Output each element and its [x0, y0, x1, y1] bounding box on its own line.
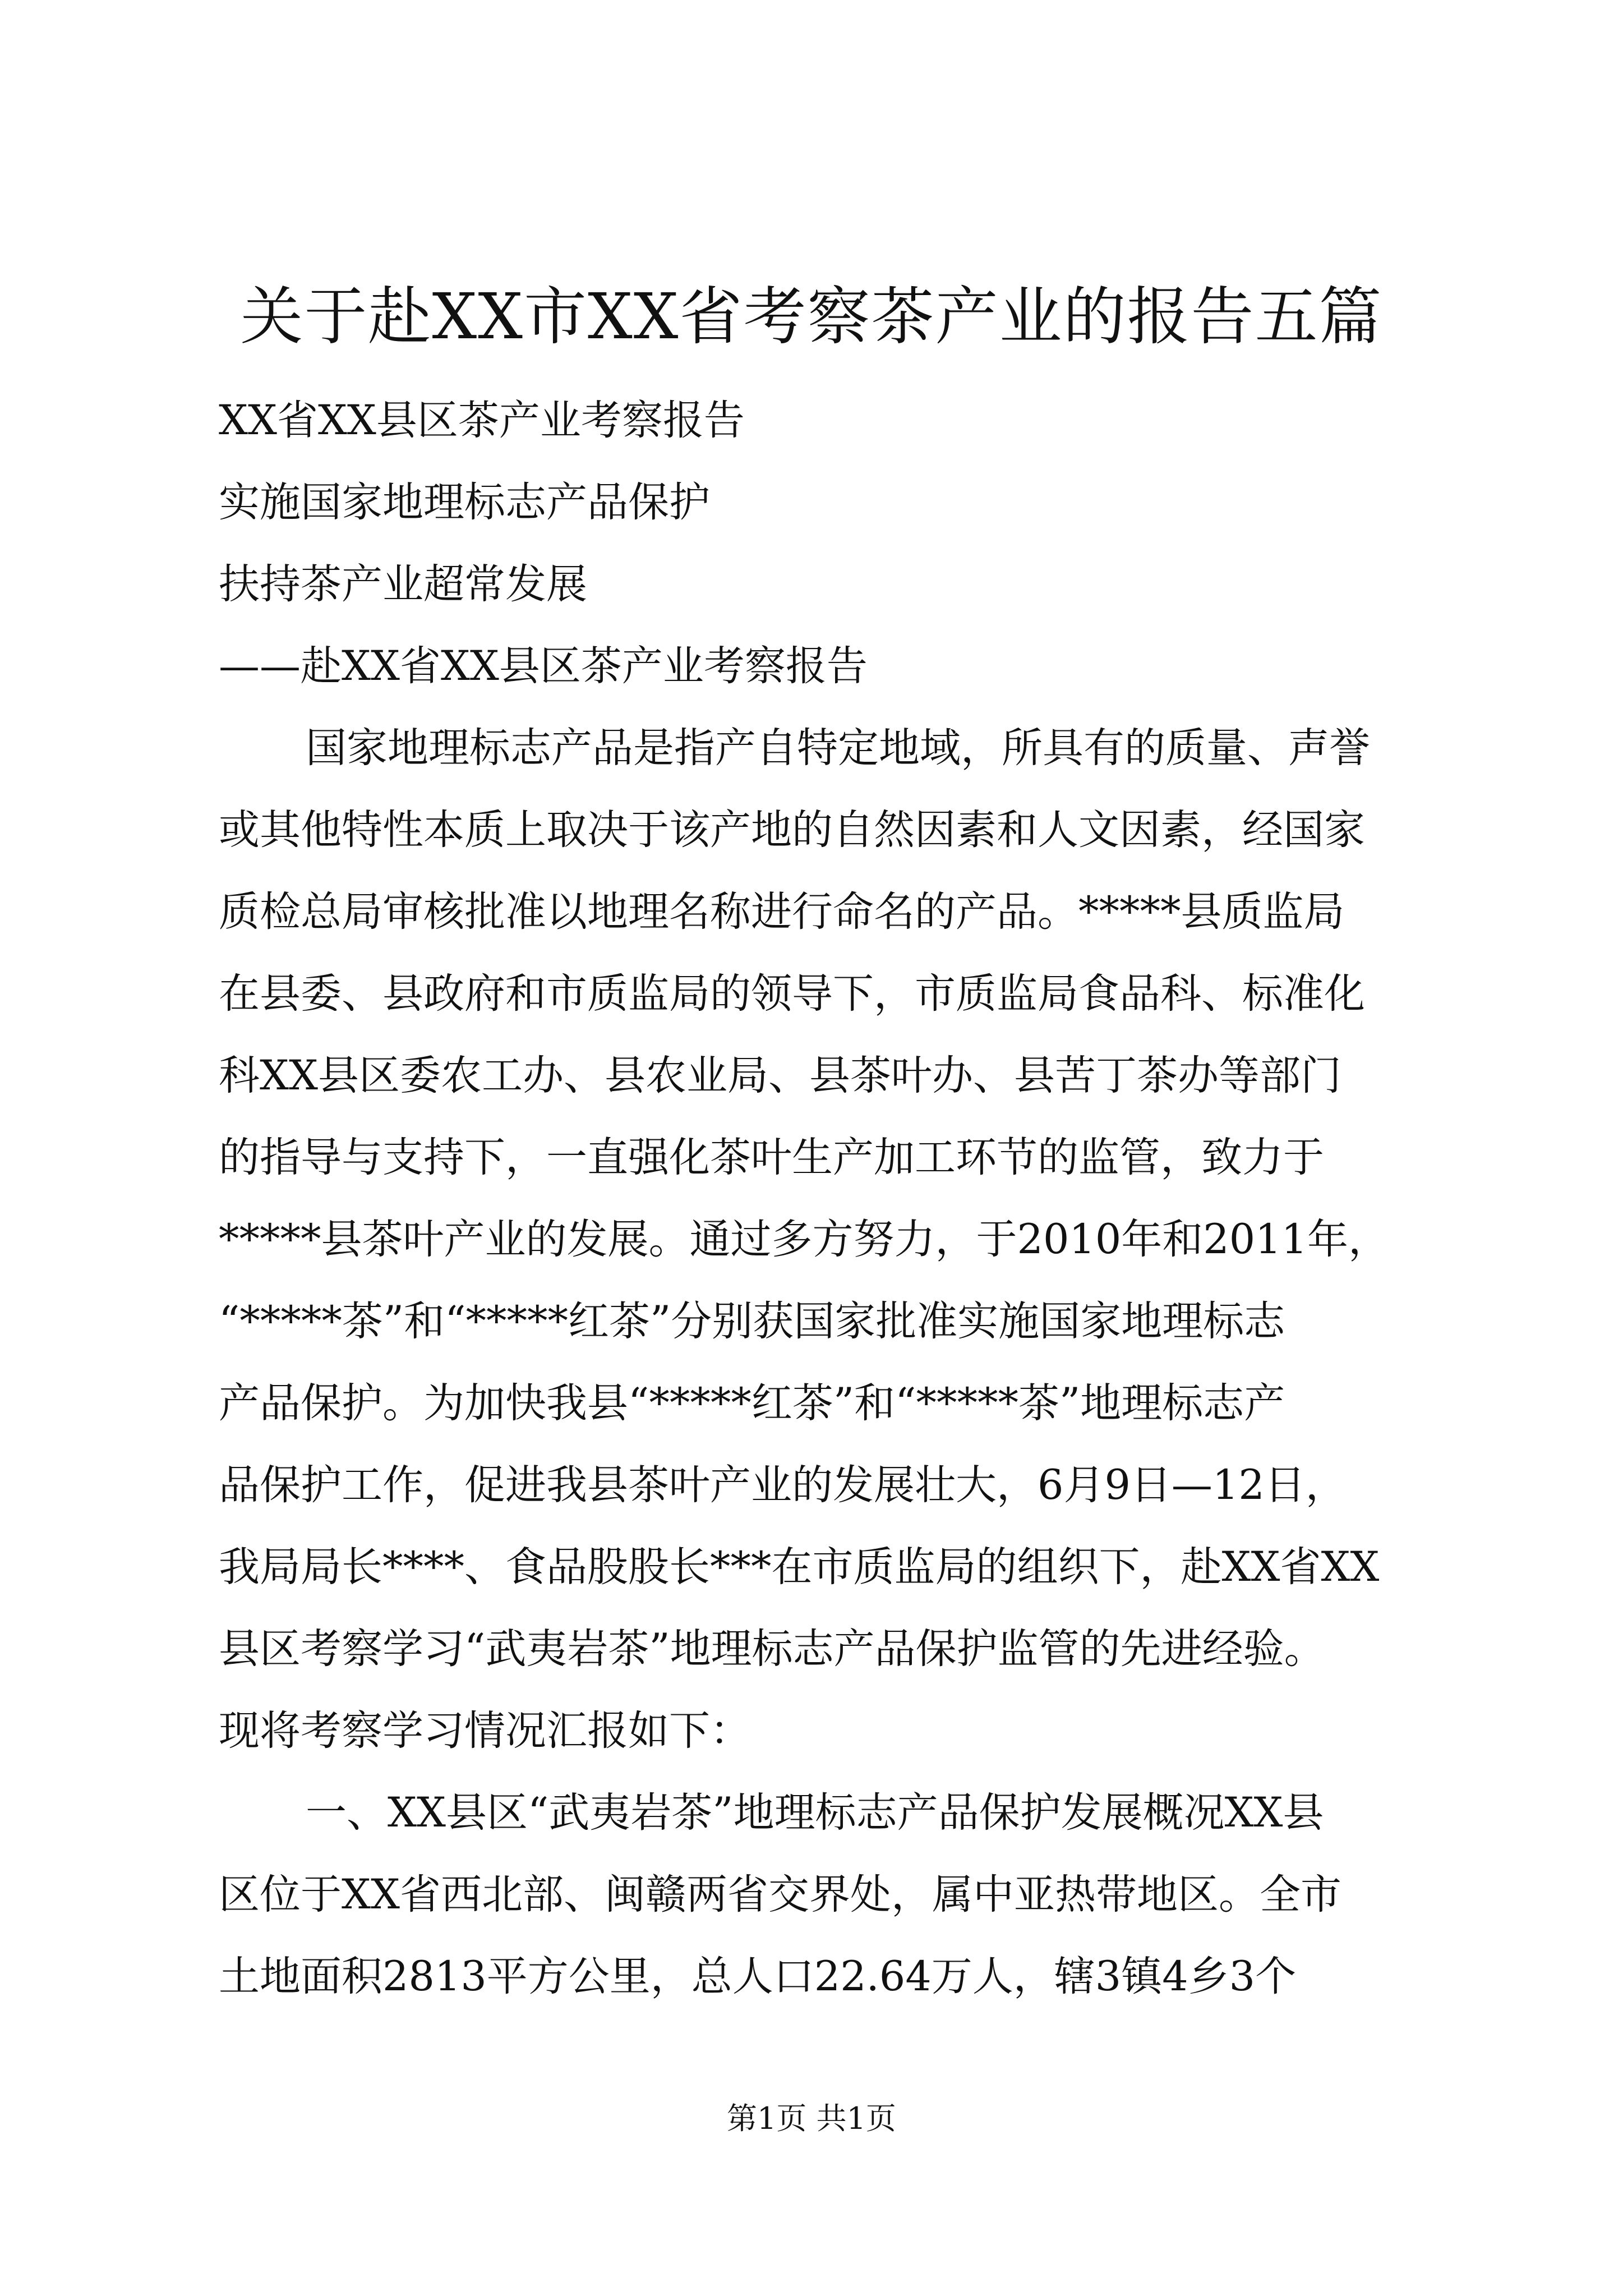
document-title: 关于赴XX市XX省考察茶产业的报告五篇 — [240, 280, 1383, 353]
paragraph-line: 品保护工作，促进我县茶叶产业的发展壮大，6月9日—12日， — [219, 1461, 1347, 1509]
paragraph-line: *****县茶叶产业的发展。通过多方努力，于2010年和2011年， — [219, 1216, 1390, 1263]
paragraph-line: 区位于XX省西北部、闽赣两省交界处，属中亚热带地区。全市 — [219, 1871, 1341, 1918]
subtitle-line-1: XX省XX县区茶产业考察报告 — [219, 397, 745, 444]
paragraph-line: 我局局长****、食品股股长***在市质监局的组织下，赴XX省XX — [219, 1543, 1380, 1591]
page-footer: 第1页 共1页 — [727, 2101, 896, 2136]
paragraph-line: 现将考察学习情况汇报如下： — [219, 1707, 751, 1755]
subtitle-line-2: 实施国家地理标志产品保护 — [219, 478, 710, 526]
paragraph-line: 国家地理标志产品是指产自特定地域，所具有的质量、声誉 — [306, 724, 1370, 772]
paragraph-line: 在县委、县政府和市质监局的领导下，市质监局食品科、标准化 — [219, 970, 1365, 1018]
paragraph-line: 质检总局审核批准以地理名称进行命名的产品。*****县质监局 — [219, 888, 1345, 936]
subtitle-line-3: 扶持茶产业超常发展 — [219, 560, 587, 608]
subtitle-line-4: ——赴XX省XX县区茶产业考察报告 — [219, 642, 868, 690]
paragraph-line: 科XX县区委农工办、县农业局、县茶叶办、县苦丁茶办等部门 — [219, 1052, 1341, 1099]
paragraph-line: 一、XX县区“武夷岩茶”地理标志产品保护发展概况XX县 — [306, 1789, 1324, 1837]
paragraph-line: 的指导与支持下，一直强化茶叶生产加工环节的监管，致力于 — [219, 1134, 1324, 1181]
paragraph-line: 土地面积2813平方公里，总人口22.64万人，辖3镇4乡3个 — [219, 1953, 1297, 2000]
paragraph-line: “*****茶”和“*****红茶”分别获国家批准实施国家地理标志 — [219, 1297, 1285, 1345]
paragraph-line: 县区考察学习“武夷岩茶”地理标志产品保护监管的先进经验。 — [219, 1625, 1325, 1673]
paragraph-line: 或其他特性本质上取决于该产地的自然因素和人文因素，经国家 — [219, 806, 1365, 854]
paragraph-line: 产品保护。为加快我县“*****红茶”和“*****茶”地理标志产 — [219, 1379, 1285, 1427]
